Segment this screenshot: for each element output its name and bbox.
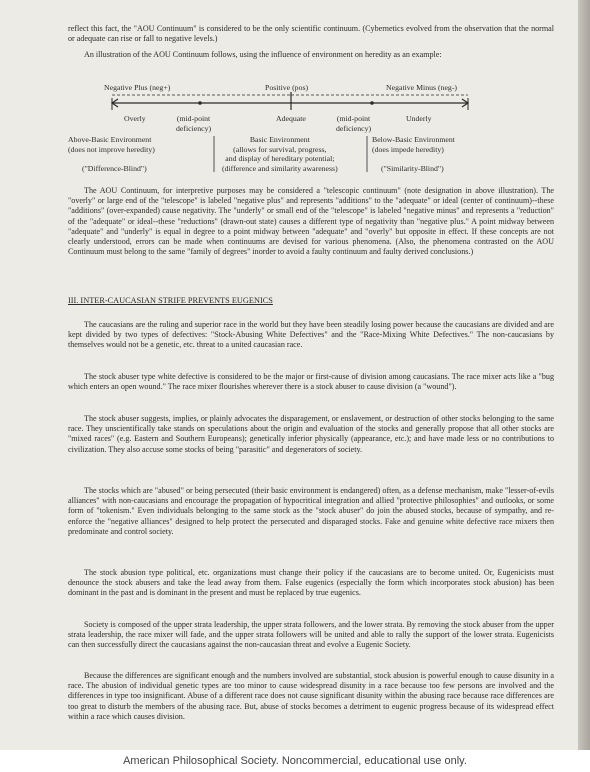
label-negative-minus: Negative Minus (neg-) [386, 83, 458, 92]
label-basic-environment: Basic Environment (allows for survival, progress, and display of hereditary potential; (difference and similarity awareness) [222, 135, 338, 173]
paragraph-caucasians: The caucasians are the ruling and superior race in the world but they have been steadily losing power because the caucasians are divided and are kept divided by two types of defectives: "Stock-Abusing White Defectives" and the "Race-Mixing White Defectives." The non-caucasians by themselves would not be a genetic, etc. threat to a united caucasian race. [68, 320, 554, 350]
paragraph-illustration-intro: An illustration of the AOU Continuum follows, using the influence of environment on heredity as an example: [84, 50, 442, 59]
paragraph-political: The stock abusion type political, etc. organizations must change their policy if the caucasians are to become united. Or, Eugenicists must denounce the stock abusers and take the lead away from them. False eugenics (especially the form which incorporates stock abusion) has been dominant in the past and is dominant in the present and must be replaced by true eugenics. [68, 568, 554, 598]
label-adequate: Adequate [276, 114, 306, 123]
label-below-basic: Below-Basic Environment (does impede heredity) [372, 135, 455, 154]
label-overly: Overly [124, 114, 146, 123]
label-difference-blind: ("Difference-Blind") [82, 164, 147, 173]
label-underly: Underly [406, 114, 432, 123]
paragraph-telescopic: The AOU Continuum, for interpretive purposes may be considered a "telescopic continuum" (note designation in above illustration). The "overly" or large end of the "telescope" is labeled "negative plus" and represents "additions" to the "adequate" or ideal (center of continuum)--these "additions" (over-expanded) cause negativity. The "underly" or small end of the "telescope" is labeled "negative minus" and represents a "reduction" of the "adequate" or ideal--these "reductions" (drawn-out state) causes a different type of negativity than "negative plus." A point midway between "adequate" and "underly" is equal in degree to a point midway between "adequate" and "overly" but opposite in effect. If these concepts are not clearly understood, errors can be made when continuums are devised for various phenomena. (Also, the phenomena contrasted on the AOU Continuum must belong to the same "family of degrees" inorder to avoid a faulty continuum and faulty derived conclusions.) [68, 186, 554, 257]
paragraph-stock-abuser-type: The stock abuser type white defective is considered to be the major or first-cause of division among caucasians. The race mixer acts like a "bug which enters an open wound." The race mixer flourishes wherever there is a stock abuser to cause division (a "wound"). [68, 372, 554, 392]
section-heading-text: III. INTER-CAUCASIAN STRIFE PREVENTS EUGENICS [68, 296, 273, 305]
label-similarity-blind: ("Similarity-Blind") [381, 164, 444, 173]
paragraph-stock-abuser-suggests: The stock abuser suggests, implies, or plainly advocates the disparagement, or enslavement, or destruction of other stocks belonging to the same race. They unscientifically take stands on speculations about the origin and evaluation of the stocks and generally propose that all other stocks are "mixed races" (e.g. Eastern and Southern Europeans); genetically inferior physically (appearance, etc.); and have made less or no contributions to civilization. They also accuse some stocks of being "parasitic" and degenerators of society. [68, 414, 554, 454]
label-negative-plus: Negative Plus (neg+) [104, 83, 171, 92]
paragraph-society: Society is composed of the upper strata leadership, the upper strata followers, and the lower strata. By removing the stock abuser from the upper strata leadership, the race mixer will fade, and the upper strata followers will be united and able to rally the support of the lower strata. Eugenicists can then successfully direct the caucasians against the non-caucasian threat and evolve a Eugenic Society. [68, 620, 554, 650]
label-midpoint-left: (mid-point deficiency) [176, 114, 212, 133]
label-positive: Positive (pos) [265, 83, 309, 92]
label-midpoint-right: (mid-point deficiency) [336, 114, 372, 133]
paragraph-intro: reflect this fact, the "AOU Continuum" is considered to be the only scientific continuum. (Cybernetics evolved from the observation that the normal or adequate can rise or fall to negative levels.) [68, 24, 554, 44]
section-heading [68, 296, 273, 305]
paragraph-abused-stocks: The stocks which are "abused" or being persecuted (their basic environment is endangered) often, as a defense mechanism, make "lesser-of-evils alliances" with non-caucasians and encourage the propagation of hypocritical integration and allied "protective philosophies" and outlooks, or some form of "tokenism." Even individuals belonging to the same stock as the "stock abuser" do join the abused stocks, because of sympathy, and re-enforce the "negative alliances" designed to help protect the persecuted and disparaged stocks. Fake and genuine white defective race mixers then predominate and control society. [68, 486, 554, 536]
label-above-basic: Above-Basic Environment (does not improve heredity) [68, 135, 155, 154]
paragraph-differences: Because the differences are significant enough and the numbers involved are substantial, stock abusion is powerful enough to cause disunity in a race. The abusion of individual genetic types are too minor to cause widespread disunity in a race because too few persons are involved and the differences in type too insignificant. Abuse of a different race does not cause significant disunity within the abusing race because race differences are too great to disturb the members of the abusing race. But, abuse of stocks becomes a detriment to eugenic progress because of its widespread effect within a race which causes division. [68, 671, 554, 721]
footer-credit: American Philosophical Society. Noncommercial, educational use only. [123, 755, 467, 767]
